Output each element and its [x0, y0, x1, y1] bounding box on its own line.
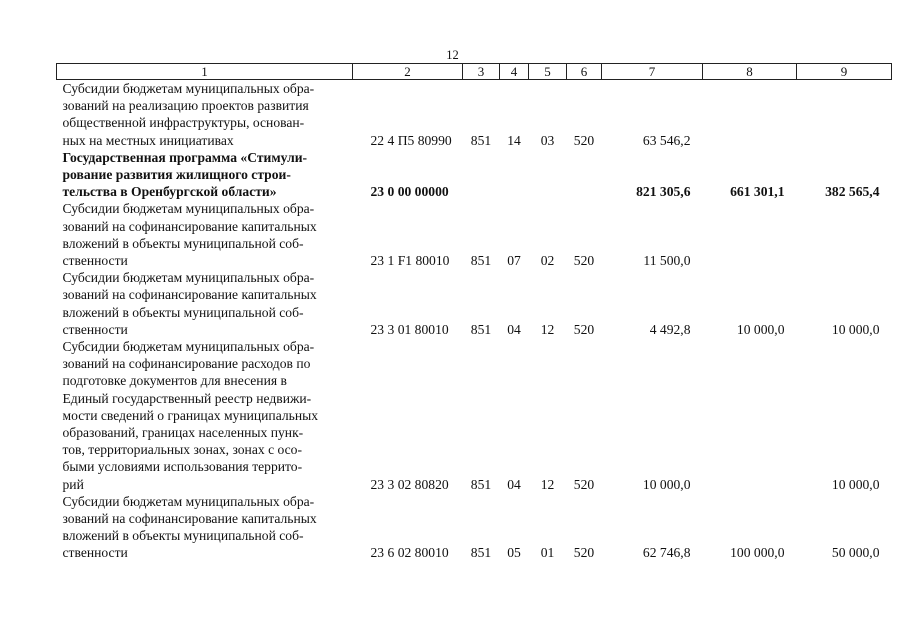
row-col-3: 851: [470, 132, 492, 148]
table-row: [57, 269, 892, 338]
row-name: [57, 80, 353, 149]
row-amount-7: 10 000,0: [642, 476, 691, 492]
row-amount-9: 382 565,4: [825, 184, 880, 200]
row-name-line: ственности: [62, 321, 128, 337]
row-col-5: 02: [540, 253, 555, 269]
row-name-line: вложений в объекты муниципальной соб-: [62, 528, 304, 544]
row-code: 23 3 01 80010: [370, 321, 449, 337]
row-name-line: зований на софинансирование капитальных: [62, 511, 317, 527]
header-cell-2: 2: [353, 64, 463, 80]
row-col-3: 851: [470, 545, 492, 561]
row-name-line: зований на софинансирование капитальных: [62, 287, 317, 303]
row-name-line: Государственная программа «Стимули-: [62, 149, 308, 165]
table-row: [57, 149, 892, 201]
row-code: 23 6 02 80010: [370, 545, 449, 561]
header-cell-3: 3: [463, 64, 500, 80]
row-amount-7: 11 500,0: [643, 253, 691, 269]
row-col-3: [463, 149, 500, 201]
table-header: [57, 64, 892, 80]
row-name: [57, 200, 353, 269]
row-name-line: зований на софинансирование расходов по: [62, 356, 311, 372]
row-name-line: Субсидии бюджетам муниципальных обра-: [62, 493, 315, 509]
row-amount-7: 4 492,8: [649, 321, 691, 337]
page-number: 12: [446, 48, 459, 62]
row-name-line: рование развития жилищного строи-: [62, 167, 291, 183]
header-cell-1: 1: [57, 64, 353, 80]
row-col-5: 12: [540, 321, 555, 337]
row-col-5: 12: [540, 476, 555, 492]
row-col-6: 520: [573, 476, 595, 492]
row-name-line: Единый государственный реестр недвижи-: [62, 390, 312, 406]
row-name-line: Субсидии бюджетам муниципальных обра-: [62, 270, 315, 286]
row-name-line: Субсидии бюджетам муниципальных обра-: [62, 81, 315, 96]
row-name-line: Субсидии бюджетам муниципальных обра-: [62, 201, 315, 217]
header-row: [57, 64, 892, 80]
header-cell-4: 4: [500, 64, 529, 80]
row-name-line: тельства в Оренбургской области»: [62, 184, 277, 200]
row-amount-8: [703, 80, 797, 149]
row-name-line: подготовке документов для внесения в: [62, 373, 287, 389]
row-col-6: 520: [573, 132, 595, 148]
row-code: 23 3 02 80820: [370, 476, 449, 492]
header-cell-9: 9: [797, 64, 892, 80]
row-amount-8: [703, 200, 797, 269]
row-amount-9: 10 000,0: [831, 476, 880, 492]
table-row: [57, 80, 892, 149]
row-col-6: [567, 149, 602, 201]
row-col-4: 04: [507, 321, 521, 337]
row-col-6: 520: [573, 545, 595, 561]
row-col-3: 851: [470, 253, 492, 269]
row-name-line: ственности: [62, 545, 128, 561]
table-row: [57, 338, 892, 493]
row-name-line: общественной инфраструктуры, основан-: [62, 115, 305, 131]
row-col-6: 520: [573, 321, 595, 337]
row-name-line: вложений в объекты муниципальной соб-: [62, 235, 304, 251]
row-name-line: вложений в объекты муниципальной соб-: [62, 304, 304, 320]
row-col-3: 851: [470, 476, 492, 492]
row-name-line: зований на реализацию проектов развития: [62, 98, 309, 114]
row-name: [57, 338, 353, 493]
row-code: 22 4 П5 80990: [370, 132, 452, 148]
row-col-5: [529, 149, 567, 201]
row-col-4: 14: [507, 132, 521, 148]
row-amount-8: 100 000,0: [730, 545, 785, 561]
row-name-line: быми условиями использования террито-: [62, 459, 303, 475]
row-name-line: ственности: [62, 253, 128, 269]
row-amount-8: [703, 338, 797, 493]
row-col-4: 05: [507, 545, 521, 561]
row-name-line: рий: [62, 476, 84, 492]
row-col-3: 851: [470, 321, 492, 337]
budget-table: [56, 63, 892, 562]
header-cell-7: 7: [602, 64, 703, 80]
row-name: [57, 493, 353, 562]
row-code: 23 0 00 00000: [370, 184, 449, 200]
row-col-6: 520: [573, 253, 595, 269]
row-amount-9: [797, 80, 892, 149]
table-row: [57, 493, 892, 562]
header-cell-8: 8: [703, 64, 797, 80]
row-amount-8: 10 000,0: [736, 321, 785, 337]
header-cell-6: 6: [567, 64, 602, 80]
row-col-4: 04: [507, 476, 521, 492]
row-code: 23 1 F1 80010: [370, 253, 450, 269]
row-name-line: зований на софинансирование капитальных: [62, 218, 317, 234]
row-name-line: ных на местных инициативах: [62, 132, 234, 148]
row-name-line: мости сведений о границах муниципальных: [62, 407, 319, 423]
header-cell-5: 5: [529, 64, 567, 80]
table-body: [57, 80, 892, 562]
row-amount-7: 63 546,2: [642, 132, 691, 148]
row-name-line: тов, территориальных зонах, зонах с осо-: [62, 442, 302, 458]
row-name-line: Субсидии бюджетам муниципальных обра-: [62, 339, 315, 355]
row-col-5: 03: [540, 132, 555, 148]
row-name: [57, 269, 353, 338]
row-amount-8: 661 301,1: [730, 184, 785, 200]
row-name: [57, 149, 353, 201]
row-col-5: 01: [540, 545, 555, 561]
row-col-4: [500, 149, 529, 201]
row-amount-9: 10 000,0: [831, 321, 880, 337]
row-name-line: образований, границах населенных пунк-: [62, 425, 304, 441]
row-col-4: 07: [507, 253, 521, 269]
row-amount-9: 50 000,0: [831, 545, 880, 561]
row-amount-7: 62 746,8: [642, 545, 691, 561]
row-amount-7: 821 305,6: [636, 184, 691, 200]
row-amount-9: [797, 200, 892, 269]
table-row: [57, 200, 892, 269]
